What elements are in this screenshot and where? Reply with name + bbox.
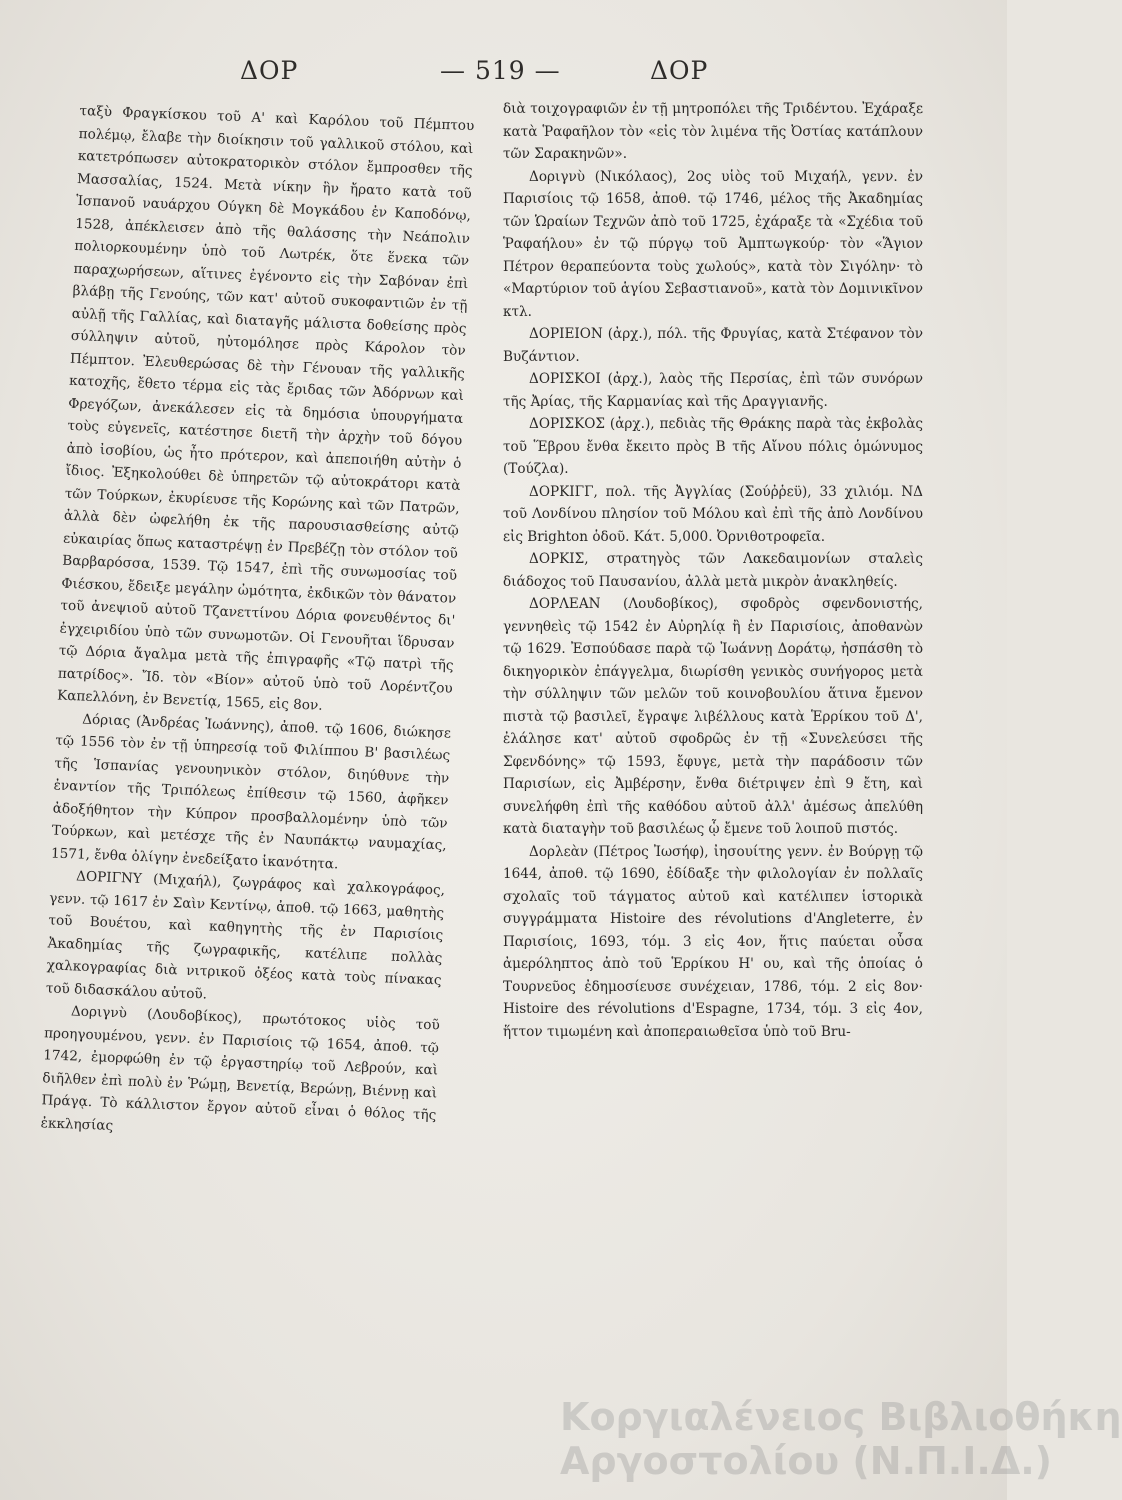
page-header: [0, 56, 1007, 96]
entry-paragraph: ΔΟΡΛΕΑΝ (Λουδοβίκος), σφοδρὸς σφενδονιστής, γεννηθεὶς τῷ 1542 ἐν Αὐρηλίᾳ ἢ ἐν Παρισίοις, ἀποθανὼν τῷ 1629. Ἐσπούδασε παρὰ τῷ Ἰωάννῃ Δοράτῳ, ἠσπάσθη τὸ δικηγορικὸν ἐπάγγελμα, διωρίσθη γενικὸς συνήγορος μετὰ τὴν σύλληψιν τῶν μελῶν τοῦ κοινοβουλίου ἅτινα ἔμενον πιστὰ τῷ βασιλεῖ, ἔγραψε λιβέλλους κατὰ Ἑρρίκου τοῦ Δ', ἐλάλησε κατ' αὐτοῦ σφοδρῶς ἐν τῇ «Συνελεύσει τῆς Σφενδόνης» τῷ 1593, ἔφυγε, μετὰ τὴν παράδοσιν τῶν Παρισίων, εἰς Ἀμβέρσην, ἔνθα διέτριψεν ἐπὶ 9 ἔτη, καὶ συνελήφθη ἐπὶ τῆς καθόδου αὐτοῦ ἀλλ' ἀμέσως ἀπελύθη κατὰ διαταγὴν τοῦ βασιλέως ᾧ ἔμενε τοῦ λοιποῦ πιστός.: [503, 596, 923, 837]
header-left-keyword: ΔΟΡ: [240, 56, 299, 85]
right-column: [503, 98, 923, 1483]
entry-paragraph: Δόριας (Ἀνδρέας Ἰωάννης), ἀποθ. τῷ 1606, διώκησε τῷ 1556 τὸν ἐν τῇ ὑπηρεσίᾳ τοῦ Φιλίππου Β' βασιλέως τῆς Ἱσπανίας γενουηνικὸν στόλον, διηύθυνε τὴν ἐναντίον τῆς Τριπόλεως ἐπίθεσιν τῷ 1560, ἀφῆκεν ἀδοξήθητον τὴν Κύπρον προσβαλλομένην ὑπὸ τῶν Τούρκων, καὶ μετέσχε τῆς ἐν Ναυπάκτῳ ναυμαχίας, 1571, ἔνθα ὀλίγην ἐνεδείξατο ἱκανότητα.: [50, 711, 452, 872]
entry-paragraph: ταξὺ Φραγκίσκου τοῦ Α' καὶ Καρόλου τοῦ Πέμπτου πολέμῳ, ἔλαβε τὴν διοίκησιν τοῦ γαλλικοῦ στόλου, καὶ κατετρόπωσεν αὐτοκρατορικὸν στόλον ἔμπροσθεν τῆς Μασσαλίας, 1524. Μετὰ νίκην ἣν ἤρατο κατὰ τοῦ Ἱσπανοῦ ναυάρχου Ούγκη δὲ Μογκάδου ἐν Καποδόνῳ, 1528, ἀπέκλεισεν ἀπὸ τῆς θαλάσσης τὴν Νεάπολιν πολιορκουμένην ὑπὸ τοῦ Λωτρέκ, ὅτε ἕνεκα τῶν παραχωρήσεων, αἵτινες ἐγένοντο εἰς τὴν Σαβόναν ἐπὶ βλάβῃ τῆς Γενούης, τῶν κατ' αὐτοῦ συκοφαντιῶν ἐν τῇ αὐλῇ τῆς Γαλλίας, καὶ διαταγῆς μάλιστα δοθείσης πρὸς σύλληψιν αὐτοῦ, ηὐτομόλησε πρὸς Κάρολον τὸν Πέμπτον. Ἐλευθερώσας δὲ τὴν Γένουαν τῆς γαλλικῆς κατοχῆς, ἔθετο τέρμα εἰς τὰς ἔριδας τῶν Ἀδόρνων καὶ Φρεγόζων, ἀνεκάλεσεν εἰς τὰ δημόσια ὑπουργήματα τοὺς εὐγενεῖς, κατέστησε διετῆ τὴν ἀρχὴν τοῦ δόγου ἀπὸ ἰσοβίου, ὡς ἦτο πρότερον, καὶ ἀπεποιήθη αὐτὴν ὁ ἴδιος. Ἐξηκολούθει δὲ ὑπηρετῶν τῷ αὐτοκράτορι κατὰ τῶν Τούρκων, ἐκυρίευσε τῆς Κορώνης καὶ τῶν Πατρῶν, ἀλλὰ δὲν ὠφελήθη ἐκ τῆς παρουσιασθείσης αὐτῷ εὐκαιρίας ὅπως καταστρέψῃ ἐν Πρεβέζῃ τὸν στόλον τοῦ Βαρβαρόσσα, 1539. Τῷ 1547, ἐπὶ τῆς συνωμοσίας τοῦ Φιέσκου, ἔδειξε μεγάλην ὠμότητα, ἐκδικῶν τὸν θάνατον τοῦ ἀνεψιοῦ αὐτοῦ Τζανεττίνου Δόρια φονευθέντος δι' ἐγχειριδίου ὑπὸ τῶν συνωμοτῶν. Οἱ Γενουῆται ἵδρυσαν τῷ Δόρια ἄγαλμα μετὰ τῆς ἐπιγραφῆς «Τῷ πατρὶ τῆς πατρίδος». Ἴδ. τὸν «Βίον» αὐτοῦ ὑπὸ τοῦ Λορέντζου Καπελλόνη, ἐν Βενετίᾳ, 1565, εἰς 8ον.: [56, 102, 475, 714]
watermark-line-1: Κοργιαλένειος Βιβλιοθήκη: [560, 1395, 1122, 1439]
entry-paragraph: ΔΟΡΙΣΚΟΣ (ἀρχ.), πεδιὰς τῆς Θράκης παρὰ τὰς ἐκβολὰς τοῦ Ἕβρου ἔνθα ἔκειτο πρὸς Β τῆς Αἴνου πόλις ὁμώνυμος (Τούζλα).: [503, 416, 923, 477]
entry-paragraph: ΔΟΡΙΕΙΟΝ (ἀρχ.), πόλ. τῆς Φρυγίας, κατὰ Στέφανον τὸν Βυζάντιον.: [503, 326, 923, 365]
entry-paragraph: ΔΟΡΙΣΚΟΙ (ἀρχ.), λαὸς τῆς Περσίας, ἐπὶ τῶν συνόρων τῆς Ἀρίας, τῆς Καρμανίας καὶ τῆς Δραγγιανῆς.: [503, 371, 923, 410]
entry-paragraph: ΔΟΡΚΙΓΓ, πολ. τῆς Ἀγγλίας (Σούῤῥεϋ), 33 χιλιόμ. ΝΔ τοῦ Λονδίνου πλησίον τοῦ Μόλου καὶ ἐπὶ τῆς ἀπὸ Λονδίνου εἰς Brighton ὁδοῦ. Κάτ. 5,000. Ὀρνιθοτροφεῖα.: [503, 483, 923, 545]
header-right-keyword: ΔΟΡ: [650, 56, 709, 85]
entry-paragraph: Δοριγνὺ (Λουδοβίκος), πρωτότοκος υἱὸς τοῦ προηγουμένου, γενν. ἐν Παρισίοις τῷ 1654, ἀποθ. τῷ 1742, ἐμορφώθη ἐν τῷ ἐργαστηρίῳ τοῦ Λεβρούν, καὶ διῆλθεν ἐπὶ πολὺ ἐν Ῥώμῃ, Βενετίᾳ, Βερώνῃ, Βιέννῃ καὶ Πράγᾳ. Τὸ κάλλιστον ἔργον αὐτοῦ εἶναι ὁ θόλος τῆς ἐκκλησίας: [40, 1003, 441, 1134]
entry-paragraph: Δοριγνὺ (Νικόλαος), 2ος υἱὸς τοῦ Μιχαήλ, γενν. ἐν Παρισίοις τῷ 1658, ἀποθ. τῷ 1746, μέλος τῆς Ἀκαδημίας τῶν Ὡραίων Τεχνῶν ἀπὸ τοῦ 1725, ἐχάραξε τὰ «Σχέδια τοῦ Ῥαφαήλου» ἐν τῷ πύργῳ τοῦ Ἀμπτωγκούρ· τὸν «Ἅγιον Πέτρον θεραπεύοντα τοὺς χωλούς», κατὰ τὸν Σιγόλην· τὸ «Μαρτύριον τοῦ ἁγίου Σεβαστιανοῦ», κατὰ τὸν Δομινικῖνον κτλ.: [503, 168, 923, 320]
entry-paragraph: Δορλεὰν (Πέτρος Ἰωσήφ), ἰησουίτης γενν. ἐν Βούργῃ τῷ 1644, ἀποθ. τῷ 1690, ἐδίδαξε τὴν φιλολογίαν ἐν πολλαῖς σχολαῖς τοῦ τάγματος αὐτοῦ καὶ κατέλιπεν ἱστορικὰ συγγράμματα Histoire des révolutions d'Angleterre, ἐν Παρισίοις, 1693, τόμ. 3 εἰς 4ον, ἥτις παύεται οὖσα ἀμερόληπτος ἀπὸ τοῦ Ἑρρίκου Η' ου, καὶ τῆς ὁποίας ὁ Τουρνεῦος ἐδημοσίευσε συνέχειαν, 1786, τόμ. 2 εἰς 8ον· Histoire des révolutions d'Espagne, 1734, τόμ. 3 εἰς 4ον, ἥττον τιμωμένη καὶ ἀποπεραιωθεῖσα ὑπὸ τοῦ Bru-: [503, 843, 923, 1040]
entry-paragraph: ΔΟΡΚΙΣ, στρατηγὸς τῶν Λακεδαιμονίων σταλεὶς διάδοχος τοῦ Παυσανίου, ἀλλὰ μετὰ μικρὸν ἀνακληθείς.: [503, 551, 923, 590]
left-column: [27, 100, 475, 1499]
page-number: — 519 —: [440, 56, 561, 85]
watermark-line-2: Αργοστολίου (Ν.Π.Ι.Δ.): [560, 1439, 1053, 1483]
entry-paragraph: ΔΟΡΙΓΝΥ (Μιχαήλ), ζωγράφος καὶ χαλκογράφος, γενν. τῷ 1617 ἐν Σαὶν Κεντίνῳ, ἀποθ. τῷ 1663, μαθητὴς τοῦ Βουέτου, καὶ καθηγητὴς τῆς ἐν Παρισίοις Ἀκαδημίας τῆς ζωγραφικῆς, κατέλιπε πολλὰς χαλκογραφίας διὰ νιτρικοῦ ὀξέος κατὰ τοὺς πίνακας τοῦ διδασκάλου αὐτοῦ.: [45, 868, 446, 1003]
entry-paragraph: διὰ τοιχογραφιῶν ἐν τῇ μητροπόλει τῆς Τριδέντου. Ἐχάραξε κατὰ Ῥαφαῆλον τὸν «εἰς τὸν λιμένα τῆς Ὀστίας κατάπλουν τῶν Σαρακηνῶν».: [503, 101, 923, 162]
